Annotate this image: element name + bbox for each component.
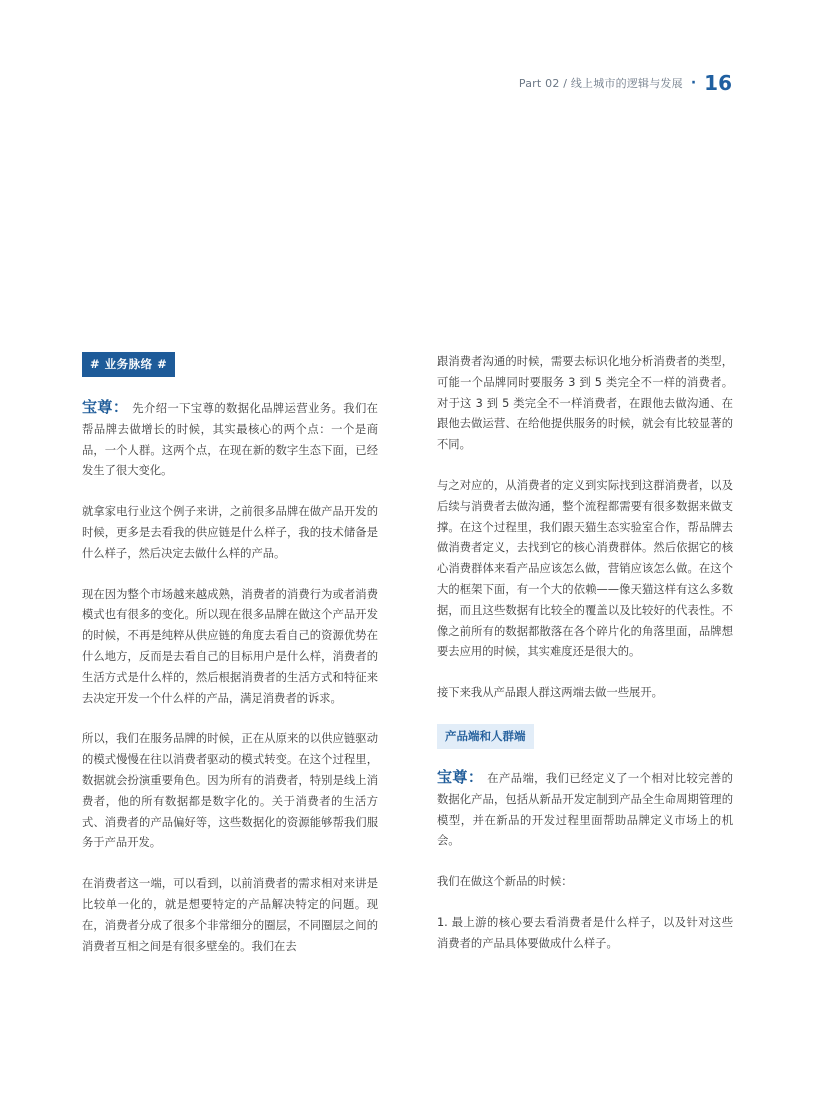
speaker-label: 宝尊： bbox=[82, 398, 129, 416]
paragraph: 现在因为整个市场越来越成熟，消费者的消费行为或者消费模式也有很多的变化。所以现在很多品牌在做这个产品开发的时候，不再是纯粹从供应链的角度去看自己的资源优势在什么地方，反而是去看自己的目标用户是什么样，消费者的生活方式是什么样的，然后根据消费者的生活方式和特征来去决定开发一个什么样的产品，满足消费者的诉求。 bbox=[82, 587, 378, 705]
paragraph bbox=[82, 397, 378, 482]
left-column bbox=[82, 352, 378, 977]
paragraph: 在消费者这一端，可以看到，以前消费者的需求相对来讲是比较单一化的，就是想要特定的产品解决特定的问题。现在，消费者分成了很多个非常细分的圈层，不同圈层之间的消费者互相之间是有很多壁垒的。我们在去 bbox=[82, 877, 378, 953]
paragraph: 与之对应的，从消费者的定义到实际找到这群消费者，以及后续与消费者去做沟通，整个流程都需要有很多数据来做支撑。在这个过程里，我们跟天猫生态实验室合作，帮品牌去做消费者定义，去找到它的核心消费群体。然后依据它的核心消费群体来看产品应该怎么做，营销应该怎么做。在这个大的框架下面，有一个大的依赖——像天猫这样有这么多数据，而且这些数据有比较全的覆盖以及比较好的代表性。不像之前所有的数据都散落在各个碎片化的角落里面，品牌想要去应用的时候，其实难度还是很大的。 bbox=[437, 478, 733, 659]
section-title: Part 02 / 线上城市的逻辑与发展 bbox=[518, 77, 683, 90]
paragraph: 1. 最上游的核心要去看消费者是什么样子，以及针对这些消费者的产品具体要做成什么样子。 bbox=[437, 915, 733, 950]
paragraph-text: 在产品端，我们已经定义了一个相对比较完善的数据化产品，包括从新品开发定制到产品全生命周期管理的模型，并在新品的开发过程里面帮助品牌定义市场上的机会。 bbox=[437, 771, 733, 848]
paragraph-text: 先介绍一下宝尊的数据化品牌运营业务。我们在帮品牌去做增长的时候，其实最核心的两个点：一个是商品，一个人群。这两个点，在现在新的数字生态下面，已经发生了很大变化。 bbox=[82, 402, 378, 478]
right-column bbox=[437, 352, 733, 975]
section-tag-business: # 业务脉络 # bbox=[82, 352, 175, 377]
paragraph: 就拿家电行业这个例子来讲，之前很多品牌在做产品开发的时候，更多是去看我的供应链是什么样子，我的技术储备是什么样子，然后决定去做什么样的产品。 bbox=[82, 505, 378, 560]
section-tag-product-audience: 产品端和人群端 bbox=[437, 724, 534, 749]
paragraph: 接下来我从产品跟人群这两端去做一些展开。 bbox=[437, 686, 663, 700]
speaker-label: 宝尊： bbox=[437, 767, 484, 786]
paragraph: 跟消费者沟通的时候，需要去标识化地分析消费者的类型，可能一个品牌同时要服务 3 到 5 类完全不一样的消费者。对于这 3 到 5 类完全不一样消费者，在跟他去做沟通、在跟他去做运营、在给他提供服务的时候，就会有比较显著的不同。 bbox=[437, 355, 733, 452]
page-number: 16 bbox=[704, 71, 732, 95]
paragraph: 我们在做这个新品的时候： bbox=[437, 875, 573, 889]
separator-dot: · bbox=[690, 75, 697, 91]
page-header bbox=[519, 70, 732, 96]
paragraph: 所以，我们在服务品牌的时候，正在从原来的以供应链驱动的模式慢慢在往以消费者驱动的模式转变。在这个过程里，数据就会扮演重要角色。因为所有的消费者，特别是线上消费者，他的所有数据都是数字化的。关于消费者的生活方式、消费者的产品偏好等，这些数据化的资源能够帮我们服务于产品开发。 bbox=[82, 732, 378, 850]
paragraph bbox=[437, 767, 733, 852]
